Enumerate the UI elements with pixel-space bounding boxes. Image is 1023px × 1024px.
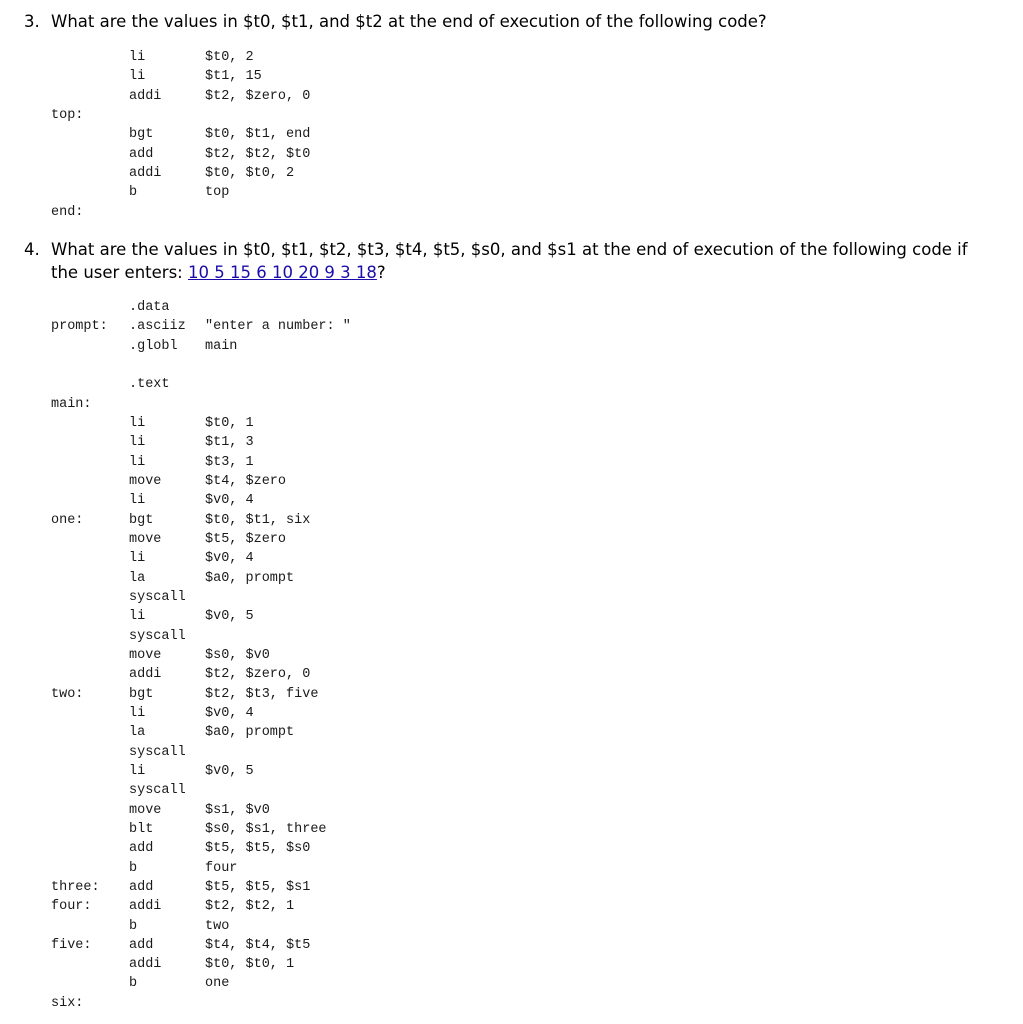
code-label bbox=[51, 67, 129, 86]
code-label bbox=[51, 491, 129, 510]
code-opcode: move bbox=[129, 647, 162, 663]
code-label bbox=[51, 607, 129, 626]
code-line bbox=[51, 125, 310, 144]
code-label bbox=[51, 974, 129, 993]
code-label bbox=[51, 839, 129, 858]
code-label bbox=[51, 183, 129, 202]
code-operands: $t5, $zero bbox=[205, 531, 287, 547]
question-4-text-line2 bbox=[24, 261, 1019, 284]
code-operands: $t3, 1 bbox=[205, 454, 254, 470]
code-label bbox=[51, 627, 129, 646]
code-line bbox=[51, 917, 351, 936]
code-label bbox=[51, 646, 129, 665]
code-line bbox=[51, 685, 351, 704]
code-line bbox=[51, 414, 351, 433]
code-opcode: syscall bbox=[129, 589, 186, 605]
code-operands bbox=[205, 627, 351, 646]
code-opcode bbox=[129, 994, 205, 1013]
code-line bbox=[51, 183, 310, 202]
code-line bbox=[51, 530, 351, 549]
code-label bbox=[51, 781, 129, 800]
code-label bbox=[51, 530, 129, 549]
code-label bbox=[51, 743, 129, 762]
code-line bbox=[51, 164, 310, 183]
code-label bbox=[51, 433, 129, 452]
code-line bbox=[51, 974, 351, 993]
code-opcode: .data bbox=[129, 300, 170, 315]
code-label: six: bbox=[51, 995, 84, 1011]
code-operands: $t4, $zero bbox=[205, 473, 287, 489]
code-opcode: la bbox=[129, 570, 146, 586]
code-label bbox=[51, 48, 129, 67]
code-label: two: bbox=[51, 686, 84, 702]
code-line bbox=[51, 588, 351, 607]
question-4-text-line1: What are the values in $t0, $t1, $t2, $t3, $t4, $t5, $s0, and $s1 at the end of execution of the following code if bbox=[51, 240, 968, 259]
code-opcode: blt bbox=[129, 821, 154, 837]
code-opcode: move bbox=[129, 531, 162, 547]
question-4 bbox=[24, 238, 1019, 284]
code-opcode: li bbox=[129, 435, 146, 451]
code-opcode: addi bbox=[129, 899, 162, 915]
code-label bbox=[51, 704, 129, 723]
code-label bbox=[51, 859, 129, 878]
code-operands: $t0, $t1, end bbox=[205, 127, 311, 143]
code-label bbox=[51, 164, 129, 183]
code-operands: $t2, $zero, 0 bbox=[205, 88, 311, 104]
code-operands: one bbox=[205, 976, 230, 992]
code-label bbox=[51, 917, 129, 936]
code-opcode: move bbox=[129, 802, 162, 818]
code-operands: $t4, $t4, $t5 bbox=[205, 937, 311, 953]
code-operands: $t2, $t2, 1 bbox=[205, 899, 295, 915]
code-operands: top bbox=[205, 185, 230, 201]
code-operands: four bbox=[205, 860, 238, 876]
code-operands: $t1, 3 bbox=[205, 435, 254, 451]
code-operands: $s1, $v0 bbox=[205, 802, 270, 818]
code-operands bbox=[205, 781, 351, 800]
code-operands: $v0, 4 bbox=[205, 493, 254, 509]
code-opcode: move bbox=[129, 473, 162, 489]
code-operands: $t5, $t5, $s0 bbox=[205, 841, 311, 857]
code-label: one: bbox=[51, 512, 84, 528]
code-label bbox=[51, 549, 129, 568]
code-line bbox=[51, 203, 310, 222]
code-line bbox=[51, 67, 310, 86]
code-operands: $t0, $t1, six bbox=[205, 512, 311, 528]
code-line bbox=[51, 878, 351, 897]
code-line bbox=[51, 375, 351, 394]
code-opcode: syscall bbox=[129, 628, 186, 644]
code-opcode: bgt bbox=[129, 686, 154, 702]
code-opcode: li bbox=[129, 493, 146, 509]
code-line bbox=[51, 743, 351, 762]
code-line bbox=[51, 337, 351, 356]
code-line bbox=[51, 106, 310, 125]
question-3-number: 3. bbox=[24, 12, 40, 31]
code-opcode: li bbox=[129, 415, 146, 431]
code-line bbox=[51, 511, 351, 530]
code-label: end: bbox=[51, 204, 84, 220]
code-operands: $t0, $t0, 2 bbox=[205, 165, 295, 181]
code-label bbox=[51, 801, 129, 820]
code-opcode: bgt bbox=[129, 127, 154, 143]
code-operands: $t0, $t0, 1 bbox=[205, 957, 295, 973]
code-opcode: syscall bbox=[129, 783, 186, 799]
code-label bbox=[51, 356, 129, 375]
code-line bbox=[51, 607, 351, 626]
code-operands: "enter a number: " bbox=[205, 319, 351, 335]
code-label bbox=[51, 453, 129, 472]
code-opcode: li bbox=[129, 763, 146, 779]
code-opcode: .text bbox=[129, 377, 170, 393]
code-opcode: b bbox=[129, 918, 138, 934]
code-line bbox=[51, 453, 351, 472]
code-label bbox=[51, 955, 129, 974]
code-operands: $v0, 4 bbox=[205, 705, 254, 721]
code-opcode: li bbox=[129, 551, 146, 567]
code-operands bbox=[205, 356, 351, 375]
code-label: main: bbox=[51, 396, 92, 412]
code-opcode: addi bbox=[129, 957, 162, 973]
code-line bbox=[51, 145, 310, 164]
code-opcode: syscall bbox=[129, 744, 186, 760]
code-label: three: bbox=[51, 879, 100, 895]
code-operands: two bbox=[205, 918, 230, 934]
question-4-text-suffix: ? bbox=[376, 263, 386, 282]
code-line bbox=[51, 491, 351, 510]
code-opcode: add bbox=[129, 841, 154, 857]
code-opcode bbox=[129, 203, 205, 222]
code-operands: $t1, 15 bbox=[205, 69, 262, 85]
code-opcode: li bbox=[129, 69, 146, 85]
code-opcode bbox=[129, 395, 205, 414]
code-opcode: .globl bbox=[129, 338, 178, 354]
code-operands bbox=[205, 743, 351, 762]
code-opcode: bgt bbox=[129, 512, 154, 528]
code-line bbox=[51, 762, 351, 781]
code-label bbox=[51, 298, 129, 317]
code-opcode: add bbox=[129, 146, 154, 162]
code-operands: $t2, $t3, five bbox=[205, 686, 319, 702]
code-label: four: bbox=[51, 899, 92, 915]
code-operands: $v0, 5 bbox=[205, 609, 254, 625]
code-operands: $t0, 2 bbox=[205, 50, 254, 65]
code-opcode: b bbox=[129, 185, 138, 201]
code-line bbox=[51, 936, 351, 955]
code-operands bbox=[205, 106, 310, 125]
code-opcode: li bbox=[129, 50, 146, 65]
code-line bbox=[51, 646, 351, 665]
code-line bbox=[51, 48, 310, 67]
code-line bbox=[51, 627, 351, 646]
code-line bbox=[51, 665, 351, 684]
code-opcode: add bbox=[129, 937, 154, 953]
code-label bbox=[51, 414, 129, 433]
code-operands: main bbox=[205, 338, 238, 354]
code-operands: $s0, $v0 bbox=[205, 647, 270, 663]
code-line bbox=[51, 317, 351, 336]
code-opcode: b bbox=[129, 860, 138, 876]
question-4-text-prefix: the user enters: bbox=[51, 263, 188, 282]
code-opcode: li bbox=[129, 454, 146, 470]
code-label bbox=[51, 588, 129, 607]
code-label bbox=[51, 337, 129, 356]
code-line bbox=[51, 549, 351, 568]
code-line bbox=[51, 395, 351, 414]
code-label bbox=[51, 145, 129, 164]
code-operands: $t2, $zero, 0 bbox=[205, 667, 311, 683]
code-opcode: b bbox=[129, 976, 138, 992]
code-line bbox=[51, 298, 351, 317]
code-label bbox=[51, 665, 129, 684]
code-operands bbox=[205, 203, 310, 222]
code-opcode: addi bbox=[129, 667, 162, 683]
code-line bbox=[51, 472, 351, 491]
code-line bbox=[51, 356, 351, 375]
code-line bbox=[51, 433, 351, 452]
code-label bbox=[51, 723, 129, 742]
code-label bbox=[51, 820, 129, 839]
code-label bbox=[51, 472, 129, 491]
code-line bbox=[51, 820, 351, 839]
code-label bbox=[51, 569, 129, 588]
code-line bbox=[51, 839, 351, 858]
code-line bbox=[51, 897, 351, 916]
code-line bbox=[51, 704, 351, 723]
code-operands bbox=[205, 994, 351, 1013]
code-label: five: bbox=[51, 937, 92, 953]
question-3-code-block bbox=[51, 48, 310, 222]
code-line bbox=[51, 994, 351, 1013]
code-operands: $a0, prompt bbox=[205, 570, 295, 586]
code-line bbox=[51, 87, 310, 106]
code-operands bbox=[205, 588, 351, 607]
code-operands: $s0, $s1, three bbox=[205, 821, 327, 837]
code-label bbox=[51, 125, 129, 144]
code-operands bbox=[205, 375, 351, 394]
code-opcode: addi bbox=[129, 88, 162, 104]
code-line bbox=[51, 723, 351, 742]
code-label bbox=[51, 87, 129, 106]
code-operands: $a0, prompt bbox=[205, 725, 295, 741]
code-operands bbox=[205, 395, 351, 414]
code-opcode: li bbox=[129, 705, 146, 721]
code-line bbox=[51, 781, 351, 800]
code-line bbox=[51, 569, 351, 588]
code-label bbox=[51, 762, 129, 781]
code-label bbox=[51, 375, 129, 394]
question-3 bbox=[24, 10, 1019, 33]
code-opcode: la bbox=[129, 725, 146, 741]
code-line bbox=[51, 801, 351, 820]
code-label: prompt: bbox=[51, 319, 108, 335]
code-opcode bbox=[129, 106, 205, 125]
question-4-number: 4. bbox=[24, 240, 40, 259]
question-3-text: What are the values in $t0, $t1, and $t2 at the end of execution of the following code? bbox=[51, 12, 767, 31]
code-opcode: li bbox=[129, 609, 146, 625]
code-operands: $v0, 4 bbox=[205, 551, 254, 567]
code-operands bbox=[205, 298, 351, 317]
code-opcode bbox=[129, 356, 205, 375]
code-line bbox=[51, 955, 351, 974]
code-operands: $t0, 1 bbox=[205, 415, 254, 431]
code-opcode: add bbox=[129, 879, 154, 895]
question-4-code-block bbox=[51, 298, 351, 1013]
code-operands: $t5, $t5, $s1 bbox=[205, 879, 311, 895]
code-line bbox=[51, 859, 351, 878]
code-opcode: addi bbox=[129, 165, 162, 181]
code-operands: $t2, $t2, $t0 bbox=[205, 146, 311, 162]
code-label: top: bbox=[51, 107, 84, 123]
user-input-link[interactable]: 10 5 15 6 10 20 9 3 18 bbox=[187, 263, 377, 282]
code-operands: $v0, 5 bbox=[205, 763, 254, 779]
code-opcode: .asciiz bbox=[129, 319, 186, 335]
